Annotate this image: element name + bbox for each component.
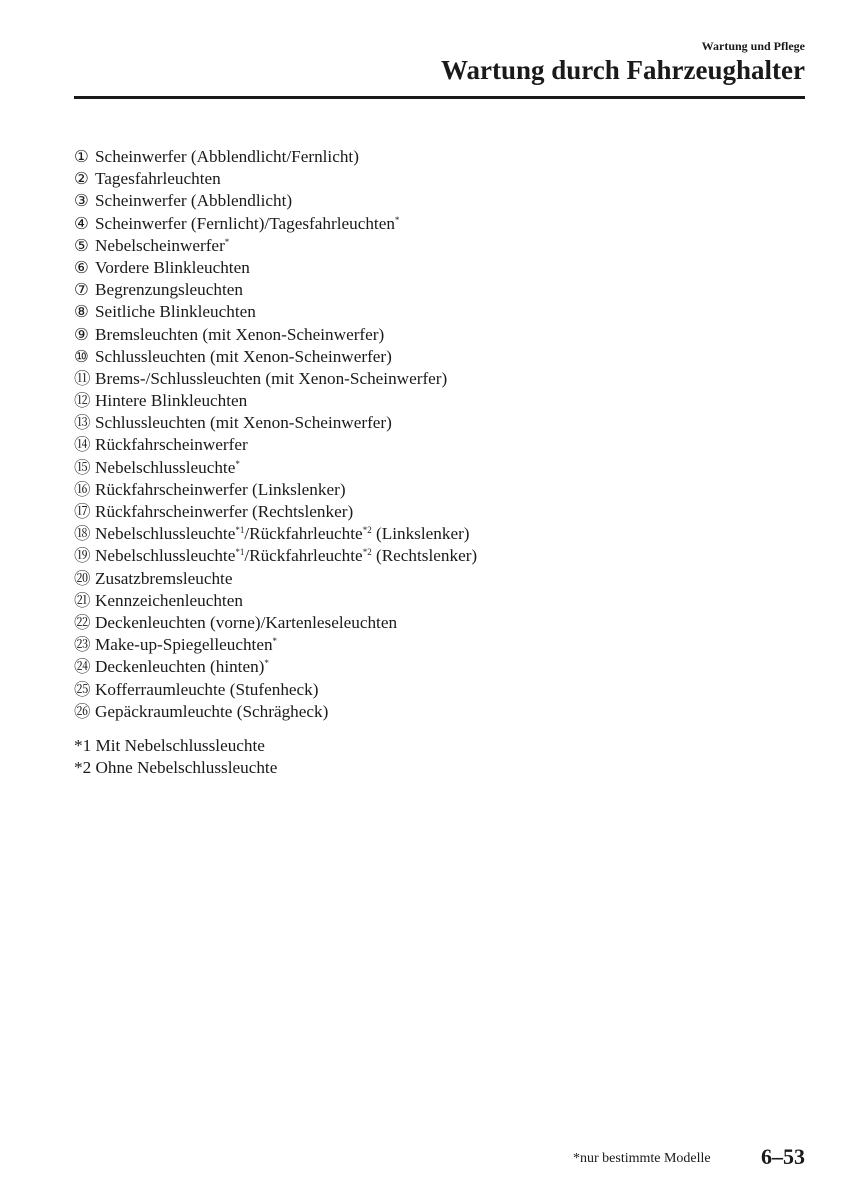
item-label: Scheinwerfer (Abblendlicht) <box>95 191 293 211</box>
list-item <box>74 568 477 590</box>
footnote-marker: * <box>224 236 230 247</box>
list-item <box>74 590 477 612</box>
models-note: *nur bestimmte Modelle <box>573 1151 711 1166</box>
item-label: Deckenleuchten (hinten) <box>95 657 265 677</box>
item-number: ④ <box>74 213 89 233</box>
item-number: ㉖ <box>74 701 91 721</box>
list-item <box>74 146 477 168</box>
footnote-1: *1 Mit Nebelschlussleuchte <box>74 736 265 755</box>
list-item <box>74 679 477 701</box>
item-label: Make-up-Spiegelleuchten <box>95 635 273 655</box>
list-item <box>74 412 477 434</box>
list-item <box>74 190 477 212</box>
footnote-2: *2 Ohne Nebelschlussleuchte <box>74 758 278 778</box>
list-item <box>74 434 477 456</box>
item-label: (Linkslenker) <box>371 524 470 544</box>
item-label: Begrenzungsleuchten <box>95 280 243 300</box>
item-label: /Rückfahrleuchte <box>244 546 363 566</box>
footnote-marker: * <box>264 658 269 669</box>
list-item <box>74 501 477 523</box>
item-label: Nebelscheinwerfer <box>95 235 225 255</box>
item-label: Deckenleuchten (vorne)/Kartenleseleuchten <box>95 612 398 632</box>
list-item <box>74 301 477 323</box>
item-number: ③ <box>74 191 89 211</box>
item-number: ⑯ <box>74 479 91 499</box>
item-label: Scheinwerfer (Fernlicht)/Tagesfahrleuchten <box>95 213 395 233</box>
item-label: Scheinwerfer (Abblendlicht/Fernlicht) <box>95 147 359 166</box>
item-number: ② <box>74 169 89 189</box>
item-label: Nebelschlussleuchte <box>95 524 236 544</box>
item-label: Rückfahrscheinwerfer <box>95 435 248 455</box>
item-number: ⑫ <box>74 391 91 411</box>
item-number: ㉒ <box>74 612 91 632</box>
item-number: ⑤ <box>74 235 89 255</box>
item-number: ㉔ <box>74 657 91 677</box>
item-number: ⑬ <box>74 413 91 433</box>
item-label: Zusatzbremsleuchte <box>95 568 233 588</box>
list-item <box>74 523 477 545</box>
list-item <box>74 279 477 301</box>
list-item <box>74 168 477 190</box>
footnote-marker: *1 <box>235 525 245 536</box>
item-label: Nebelschlussleuchte <box>95 546 236 566</box>
item-number: ⑦ <box>74 280 89 300</box>
item-label: Kofferraumleuchte (Stufenheck) <box>95 679 319 699</box>
item-number: ⑩ <box>74 346 89 366</box>
item-label: Bremsleuchten (mit Xenon-Scheinwerfer) <box>95 324 385 344</box>
item-label: Schlussleuchten (mit Xenon-Scheinwerfer) <box>95 346 392 366</box>
footnote-marker: *2 <box>362 547 372 558</box>
item-number: ⑨ <box>74 324 89 344</box>
item-label: Schlussleuchten (mit Xenon-Scheinwerfer) <box>95 413 392 433</box>
item-number: ⑮ <box>74 457 91 477</box>
list-item <box>74 634 477 656</box>
lamp-list <box>74 146 477 723</box>
item-number: ⑳ <box>74 568 91 588</box>
item-label: Rückfahrscheinwerfer (Rechtslenker) <box>95 502 354 521</box>
item-number: ㉑ <box>74 590 91 610</box>
item-label: Kennzeichenleuchten <box>95 590 243 610</box>
item-number: ㉓ <box>74 635 91 655</box>
item-number: ⑧ <box>74 302 89 322</box>
list-item <box>74 656 477 678</box>
item-number: ⑭ <box>74 435 91 455</box>
item-label: Hintere Blinkleuchten <box>95 391 248 411</box>
item-label: /Rückfahrleuchte <box>244 524 363 544</box>
list-item <box>74 390 477 412</box>
item-label: Tagesfahrleuchten <box>95 169 221 189</box>
item-label: Rückfahrscheinwerfer (Linkslenker) <box>95 479 346 499</box>
title-rule <box>74 96 805 99</box>
list-item <box>74 545 477 567</box>
section-label: Wartung und Pflege <box>701 39 805 53</box>
item-number: ⑥ <box>74 257 89 277</box>
list-item <box>74 235 477 257</box>
footnote-marker: *1 <box>235 547 245 558</box>
footnote-marker: *2 <box>362 525 372 536</box>
footnotes <box>74 735 277 779</box>
list-item <box>74 368 477 390</box>
item-number: ⑱ <box>74 524 91 544</box>
item-label: (Rechtslenker) <box>371 546 478 566</box>
footnote-marker: * <box>272 636 278 647</box>
list-item <box>74 346 477 368</box>
item-number: ① <box>74 147 89 166</box>
list-item <box>74 479 477 501</box>
page-title: Wartung durch Fahrzeughalter <box>441 55 805 85</box>
item-number: ⑰ <box>74 502 91 521</box>
list-item <box>74 457 477 479</box>
list-item <box>74 701 477 723</box>
list-item <box>74 612 477 634</box>
item-label: Gepäckraumleuchte (Schrägheck) <box>95 701 329 721</box>
list-item <box>74 213 477 235</box>
item-label: Seitliche Blinkleuchten <box>95 302 256 322</box>
item-label: Brems-/Schlussleuchten (mit Xenon-Scheinwerfer) <box>95 368 448 388</box>
item-number: ⑪ <box>74 368 91 388</box>
item-number: ㉕ <box>74 679 91 699</box>
footnote-marker: * <box>235 458 240 469</box>
item-number: ⑲ <box>74 546 91 566</box>
list-item <box>74 324 477 346</box>
item-label: Nebelschlussleuchte <box>95 457 236 477</box>
list-item <box>74 257 477 279</box>
page-number: 6–53 <box>761 1144 805 1169</box>
footnote-marker: * <box>394 214 400 225</box>
item-label: Vordere Blinkleuchten <box>95 257 250 277</box>
